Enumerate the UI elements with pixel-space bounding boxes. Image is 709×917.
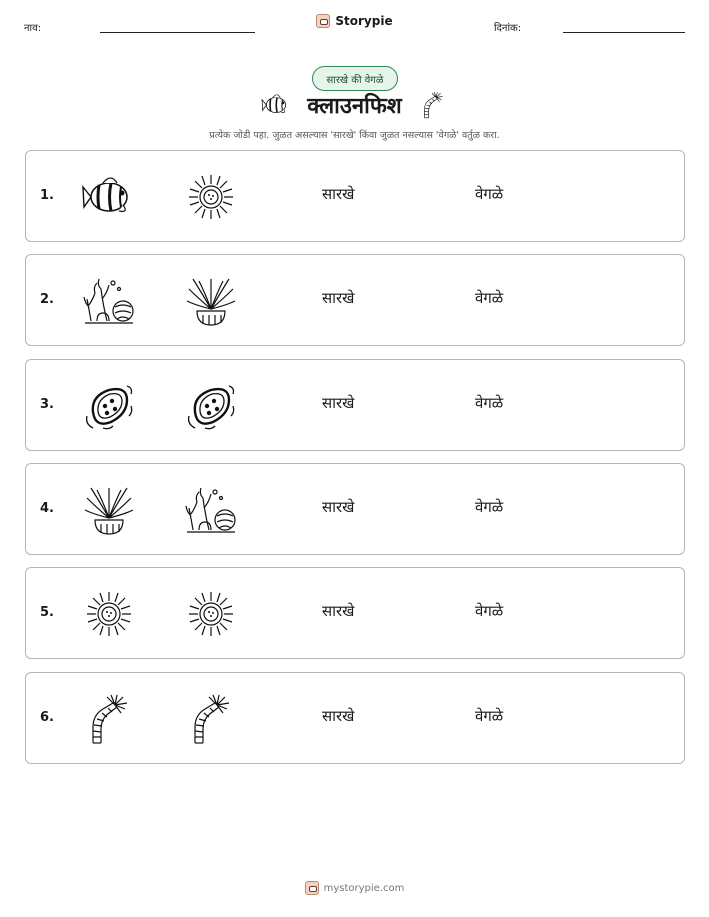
- storypie-logo-icon: [316, 14, 330, 28]
- footer-site: mystorypie.com: [323, 882, 405, 894]
- question-number: 1.: [40, 188, 54, 203]
- different-option[interactable]: वेगळे: [475, 602, 504, 620]
- same-option[interactable]: सारखे: [322, 602, 355, 620]
- question-row: [25, 567, 685, 659]
- anemone-tentacles-icon: [81, 484, 137, 536]
- clownfish-egg-icon: [81, 380, 137, 432]
- date-label: दिनांक:: [494, 23, 522, 34]
- tube-anemone-icon: [183, 693, 239, 745]
- question-number: 4.: [40, 501, 54, 516]
- anemone-tentacles-icon: [183, 275, 239, 327]
- different-option[interactable]: वेगळे: [475, 498, 504, 516]
- question-row: [25, 359, 685, 451]
- sea-anemone-top-icon: [81, 588, 137, 640]
- worksheet-title: क्लाउनफिश: [307, 94, 402, 119]
- coral-reef-icon: [81, 275, 137, 327]
- different-option[interactable]: वेगळे: [475, 185, 504, 203]
- clownfish-icon: [81, 171, 137, 223]
- question-number: 3.: [40, 397, 54, 412]
- different-option[interactable]: वेगळे: [475, 394, 504, 412]
- same-option[interactable]: सारखे: [322, 707, 355, 725]
- coral-reef-icon: [183, 484, 239, 536]
- same-option[interactable]: सारखे: [322, 498, 355, 516]
- tube-anemone-icon: [81, 693, 137, 745]
- clownfish-egg-icon: [183, 380, 239, 432]
- same-option[interactable]: सारखे: [322, 289, 355, 307]
- title-row: [0, 90, 709, 120]
- question-row: [25, 254, 685, 346]
- brand-logo: [0, 13, 709, 32]
- instruction-text: प्रत्येक जोडी पहा. जुळत असल्यास 'सारखे' किंवा जुळत नसल्यास 'वेगळे' वर्तुळ करा.: [209, 130, 500, 141]
- different-option[interactable]: वेगळे: [475, 289, 504, 307]
- footer: [0, 881, 709, 898]
- question-number: 5.: [40, 605, 54, 620]
- brand-name: Storypie: [335, 14, 393, 28]
- same-option[interactable]: सारखे: [322, 394, 355, 412]
- date-line[interactable]: [563, 32, 685, 33]
- name-label: नाव:: [24, 23, 42, 34]
- question-number: 6.: [40, 710, 54, 725]
- storypie-logo-icon: [305, 881, 319, 895]
- question-row: [25, 463, 685, 555]
- different-option[interactable]: वेगळे: [475, 707, 504, 725]
- question-number: 2.: [40, 292, 54, 307]
- worksheet-tag: सारखे की वेगळे: [312, 66, 398, 91]
- name-line[interactable]: [100, 32, 255, 33]
- clownfish-icon: [261, 91, 291, 119]
- sea-anemone-top-icon: [183, 171, 239, 223]
- question-row: [25, 672, 685, 764]
- tube-anemone-icon: [418, 91, 448, 119]
- question-row: [25, 150, 685, 242]
- sea-anemone-top-icon: [183, 588, 239, 640]
- same-option[interactable]: सारखे: [322, 185, 355, 203]
